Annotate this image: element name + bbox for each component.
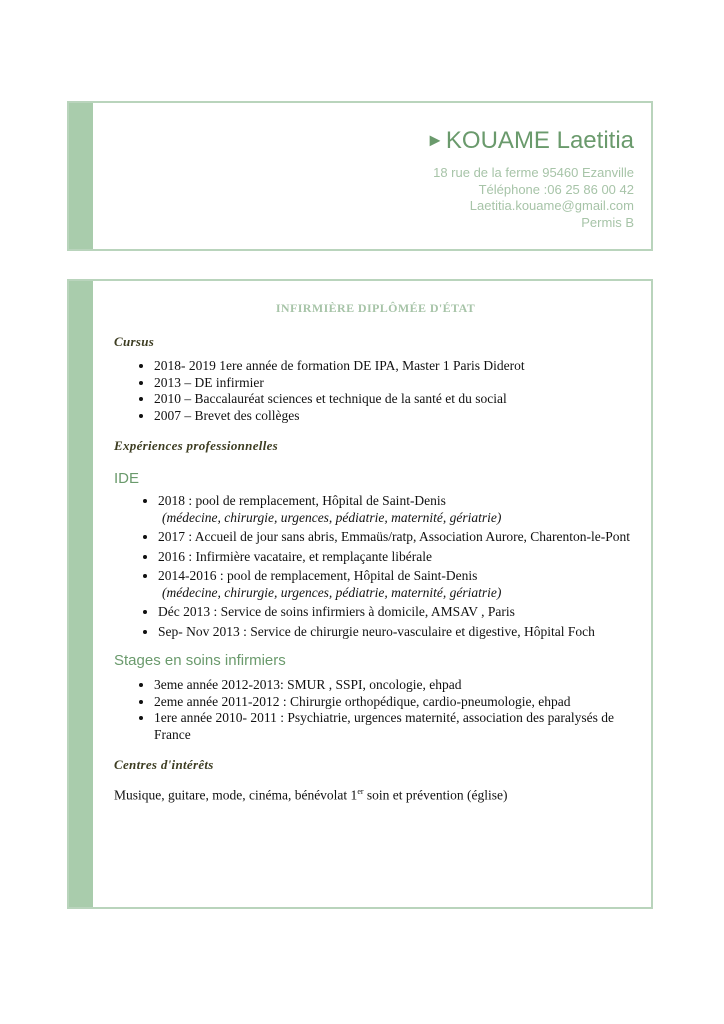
list-item [158,529,637,546]
list-item: • 2010 – Baccalauréat sciences et technique de la santé et du social [154,391,637,408]
item-text: Sep- Nov 2013 : Service de chirurgie neuro-vasculaire et digestive, Hôpital Foch [158,623,595,639]
triangle-arrow-icon: ► [426,130,444,150]
list-item: • 2013 – DE infirmier [154,375,637,392]
item-text: 2018 : pool de remplacement, Hôpital de Saint-Denis [158,493,446,508]
item-text: 2014-2016 : pool de remplacement, Hôpital de Saint-Denis [158,568,478,583]
job-title: INFIRMIÈRE DIPLÔMÉE D'ÉTAT [275,301,476,315]
header-content [426,127,634,231]
list-item [158,624,637,641]
item-detail: (médecine, chirurgie, urgences, pédiatrie, maternité, gériatrie) [162,584,502,600]
email: Laetitia.kouame@gmail.com [469,198,634,213]
list-item [158,568,637,601]
ide-list [114,493,637,640]
interests-text-part: Musique, guitare, mode, cinéma, bénévolat 1 [114,787,358,803]
candidate-name: KOUAME Laetitia [445,127,634,154]
phone: Téléphone :06 25 86 00 42 [478,181,634,197]
name-line [426,127,634,155]
cursus-list [114,358,637,424]
list-item: • 2eme année 2011-2012 : Chirurgie orthopédique, cardio-pneumologie, ehpad [154,694,637,711]
list-item [158,604,637,621]
stages-list [114,677,637,743]
list-item: • 3eme année 2012-2013: SMUR , SSPI, oncologie, ehpad [154,677,637,694]
item-text: 2016 : Infirmière vacataire, et remplaçante libérale [158,548,432,564]
header-box [67,101,653,251]
list-item [158,549,637,566]
interests-text-part: soin et prévention (église) [363,787,508,803]
item-text: 2017 : Accueil de jour sans abris, Emmaüs/ratp, Association Aurore, Charenton-le-Pont [158,529,631,544]
item-text: Déc 2013 : Service de soins infirmiers à domicile, AMSAV , Paris [158,604,515,619]
item-detail: (médecine, chirurgie, urgences, pédiatrie, maternité, gériatrie) [162,509,502,525]
accent-bar [69,281,93,907]
list-item [158,493,637,526]
interests-text [114,787,637,804]
main-content [114,301,637,804]
experiences-heading: Expériences professionnelles [114,438,279,453]
ide-heading: IDE [114,470,140,487]
main-box [67,279,653,909]
interests-heading: Centres d'intérêts [114,757,214,772]
accent-bar [69,103,93,249]
address: 18 rue de la ferme 95460 Ezanville [433,165,634,180]
list-item: • 1ere année 2010- 2011 : Psychiatrie, urgences maternité, association des paralysés de France [154,710,637,743]
driving-license: Permis B [581,214,634,230]
stages-heading: Stages en soins infirmiers [114,652,286,669]
superscript: er [357,787,364,796]
list-item: • 2007 – Brevet des collèges [154,408,637,425]
list-item: • 2018- 2019 1ere année de formation DE IPA, Master 1 Paris Diderot [154,358,637,375]
cursus-heading: Cursus [114,334,155,349]
